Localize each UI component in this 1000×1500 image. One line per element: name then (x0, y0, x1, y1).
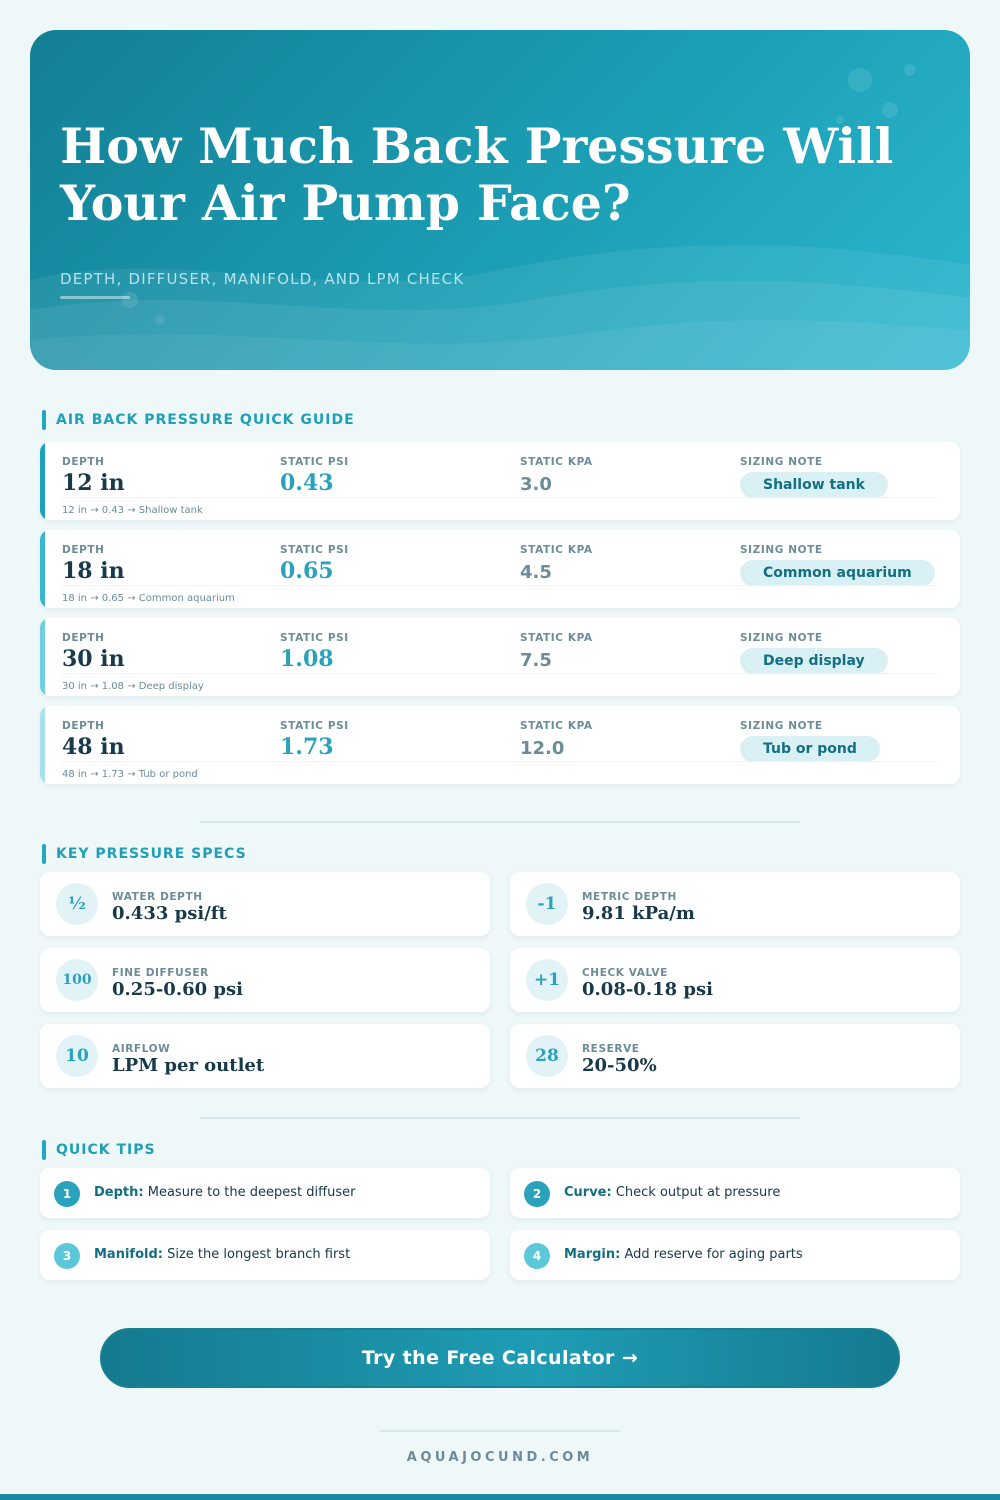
note-cell (740, 544, 935, 586)
page-title (60, 118, 940, 232)
sizing-note-pill: Shallow tank (740, 472, 888, 498)
tip-description: Measure to the deepest diffuser (147, 1185, 356, 1200)
subtitle-underline (60, 296, 130, 299)
row-footnote: 18 in → 0.65 → Common aquarium (62, 593, 235, 604)
tip-card (510, 1230, 960, 1280)
row-footnote: 30 in → 1.08 → Deep display (62, 681, 204, 692)
note-cell (740, 720, 880, 762)
psi-value: 1.73 (280, 734, 334, 760)
depth-label: DEPTH (62, 544, 105, 556)
spec-value: LPM per outlet (112, 1055, 265, 1076)
row-footnote: 12 in → 0.43 → Shallow tank (62, 505, 203, 516)
note-cell (740, 456, 888, 498)
psi-cell (280, 456, 349, 496)
kpa-cell (520, 544, 593, 583)
note-label: SIZING NOTE (740, 632, 823, 644)
spec-card (40, 872, 490, 936)
spec-value: 20-50% (582, 1055, 657, 1076)
spec-value: 0.08-0.18 psi (582, 979, 713, 1000)
depth-value: 18 in (62, 558, 125, 584)
kpa-cell (520, 720, 593, 759)
spec-label: WATER DEPTH (112, 891, 203, 903)
guide-row (40, 618, 960, 696)
kpa-value: 12.0 (520, 738, 565, 759)
psi-label: STATIC PSI (280, 632, 349, 644)
page-subtitle: DEPTH, DIFFUSER, MANIFOLD, AND LPM CHECK (60, 270, 465, 288)
psi-cell (280, 544, 349, 584)
tip-card (510, 1168, 960, 1218)
spec-badge: 100 (56, 959, 98, 1001)
spec-label: FINE DIFFUSER (112, 967, 209, 979)
sizing-note-pill: Common aquarium (740, 560, 935, 586)
depth-label: DEPTH (62, 720, 105, 732)
tip-card (40, 1168, 490, 1218)
spec-label: CHECK VALVE (582, 967, 668, 979)
kpa-cell (520, 632, 593, 671)
guide-section-header (42, 410, 355, 430)
tip-text (564, 1247, 803, 1262)
spec-badge: +1 (526, 959, 568, 1001)
tip-keyword: Manifold: (94, 1247, 163, 1262)
note-label: SIZING NOTE (740, 720, 823, 732)
guide-row (40, 530, 960, 608)
depth-value: 48 in (62, 734, 125, 760)
spec-badge: ½ (56, 883, 98, 925)
depth-cell (62, 720, 125, 760)
depth-label: DEPTH (62, 632, 105, 644)
hero-banner (30, 30, 970, 370)
row-footnote: 48 in → 1.73 → Tub or pond (62, 769, 198, 780)
tip-description: Check output at pressure (615, 1185, 781, 1200)
row-accent (40, 442, 45, 520)
specs-section-header (42, 844, 247, 864)
kpa-value: 3.0 (520, 474, 552, 495)
spec-badge: -1 (526, 883, 568, 925)
depth-label: DEPTH (62, 456, 105, 468)
spec-label: AIRFLOW (112, 1043, 171, 1055)
title-line-2: Your Air Pump Face? (60, 174, 631, 232)
row-divider (62, 497, 938, 498)
depth-cell (62, 456, 125, 496)
row-accent (40, 618, 45, 696)
section-marker (42, 844, 46, 864)
tips-section-header (42, 1140, 156, 1160)
kpa-value: 7.5 (520, 650, 552, 671)
psi-value: 1.08 (280, 646, 334, 672)
psi-cell (280, 632, 349, 672)
tip-number-badge: 1 (54, 1181, 80, 1207)
note-label: SIZING NOTE (740, 544, 823, 556)
section-divider (200, 1117, 800, 1119)
spec-value: 0.25-0.60 psi (112, 979, 243, 1000)
row-accent (40, 530, 45, 608)
sizing-note-pill: Deep display (740, 648, 888, 674)
spec-card (40, 948, 490, 1012)
footer-site-name: AQUAJOCUND.COM (406, 1450, 594, 1465)
note-label: SIZING NOTE (740, 456, 823, 468)
spec-card (510, 1024, 960, 1088)
tip-text (94, 1185, 355, 1200)
spec-card (510, 948, 960, 1012)
depth-cell (62, 544, 125, 584)
psi-cell (280, 720, 349, 760)
kpa-label: STATIC KPA (520, 632, 593, 644)
spec-value: 0.433 psi/ft (112, 903, 227, 924)
section-marker (42, 1140, 46, 1160)
depth-value: 12 in (62, 470, 125, 496)
tips-heading: QUICK TIPS (56, 1142, 156, 1158)
kpa-label: STATIC KPA (520, 456, 593, 468)
spec-value: 9.81 kPa/m (582, 903, 695, 924)
tip-description: Add reserve for aging parts (624, 1247, 803, 1262)
guide-row (40, 706, 960, 784)
tip-text (564, 1185, 780, 1200)
kpa-label: STATIC KPA (520, 720, 593, 732)
tip-keyword: Margin: (564, 1247, 621, 1262)
guide-row (40, 442, 960, 520)
psi-value: 0.65 (280, 558, 334, 584)
specs-heading: KEY PRESSURE SPECS (56, 846, 247, 862)
tip-number-badge: 4 (524, 1243, 550, 1269)
tip-number-badge: 2 (524, 1181, 550, 1207)
free-calculator-button[interactable]: Try the Free Calculator → (100, 1328, 900, 1388)
spec-card (40, 1024, 490, 1088)
bottom-accent-bar (0, 1494, 1000, 1500)
row-divider (62, 585, 938, 586)
row-accent (40, 706, 45, 784)
title-line-1: How Much Back Pressure Will (60, 117, 894, 175)
psi-label: STATIC PSI (280, 720, 349, 732)
section-marker (42, 410, 46, 430)
tip-keyword: Curve: (564, 1185, 612, 1200)
psi-value: 0.43 (280, 470, 334, 496)
tip-card (40, 1230, 490, 1280)
row-divider (62, 673, 938, 674)
spec-card (510, 872, 960, 936)
footer-divider (380, 1430, 620, 1432)
kpa-cell (520, 456, 593, 495)
tip-number-badge: 3 (54, 1243, 80, 1269)
guide-heading: AIR BACK PRESSURE QUICK GUIDE (56, 412, 355, 428)
depth-cell (62, 632, 125, 672)
spec-badge: 10 (56, 1035, 98, 1077)
spec-label: RESERVE (582, 1043, 640, 1055)
tip-keyword: Depth: (94, 1185, 144, 1200)
depth-value: 30 in (62, 646, 125, 672)
kpa-value: 4.5 (520, 562, 552, 583)
row-divider (62, 761, 938, 762)
spec-label: METRIC DEPTH (582, 891, 677, 903)
spec-badge: 28 (526, 1035, 568, 1077)
kpa-label: STATIC KPA (520, 544, 593, 556)
sizing-note-pill: Tub or pond (740, 736, 880, 762)
section-divider (200, 821, 800, 823)
psi-label: STATIC PSI (280, 544, 349, 556)
tip-text (94, 1247, 350, 1262)
note-cell (740, 632, 888, 674)
psi-label: STATIC PSI (280, 456, 349, 468)
tip-description: Size the longest branch first (167, 1247, 351, 1262)
